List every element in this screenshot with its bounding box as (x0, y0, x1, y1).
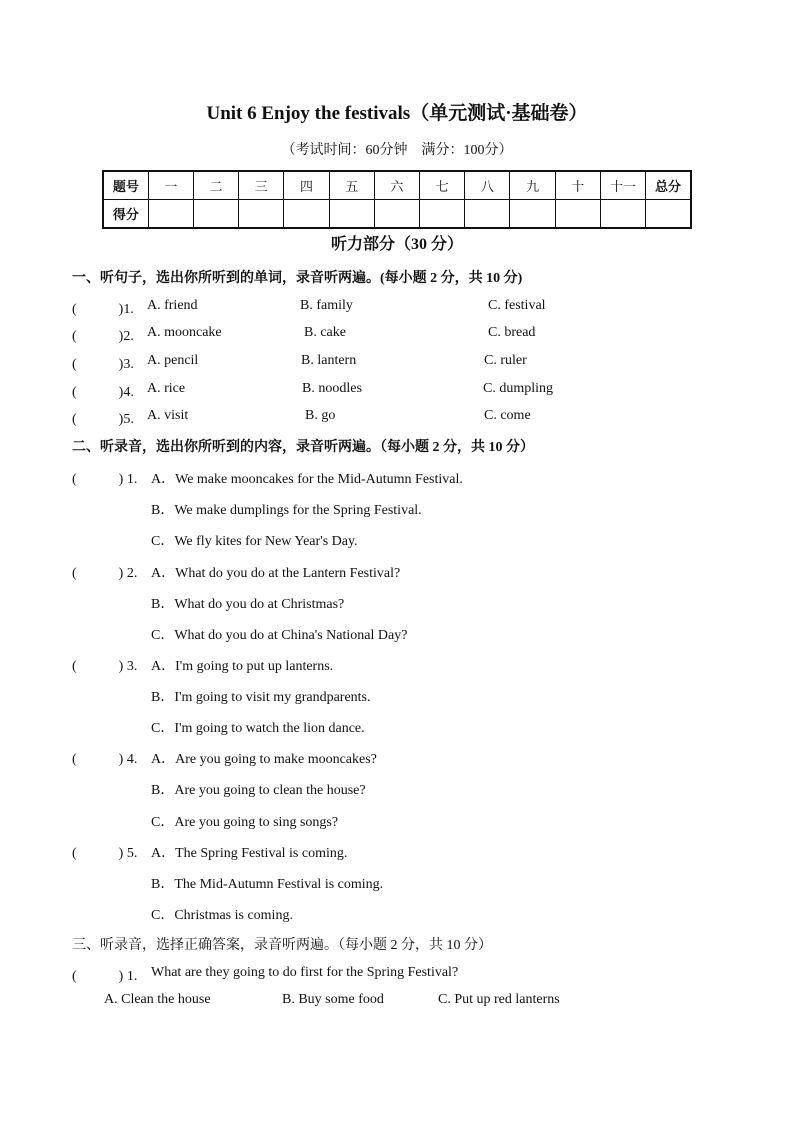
score-cell: 七 (420, 171, 465, 200)
option-c: C．I'm going to watch the lion dance. (151, 721, 365, 736)
option-b: B. noodles (302, 381, 362, 396)
score-cell: 八 (465, 171, 510, 200)
option-c: C. Put up red lanterns (438, 992, 560, 1007)
answer-blank[interactable]: ( )5. (72, 412, 134, 427)
score-cell: 六 (374, 171, 419, 200)
option-c: C. dumpling (483, 381, 554, 396)
option-c: C. bread (488, 325, 536, 340)
answer-blank[interactable]: ( )3. (72, 357, 134, 372)
score-blank-cell[interactable] (510, 200, 555, 229)
answer-blank[interactable]: ( ) 1. (72, 969, 138, 984)
option-a: A．We make mooncakes for the Mid-Autumn Festival. (151, 472, 463, 487)
option-a: A. Clean the house (104, 992, 211, 1007)
score-blank-cell[interactable] (284, 200, 329, 229)
answer-blank[interactable]: ( ) 1. (72, 472, 138, 487)
option-c: C．What do you do at China's National Day? (151, 628, 408, 643)
exam-info: （考试时间：60分钟 满分：100分） (281, 143, 513, 158)
option-a: A．The Spring Festival is coming. (151, 846, 348, 861)
part2-heading: 二、听录音，选出你所听到的内容，录音听两遍。（每小题 2 分，共 10 分） (72, 440, 534, 455)
option-a: A．I'm going to put up lanterns. (151, 659, 334, 674)
option-b: B. family (300, 298, 353, 313)
answer-blank[interactable]: ( )1. (72, 302, 134, 317)
option-b: B．Are you going to clean the house? (151, 783, 366, 798)
option-b: B. Buy some food (282, 992, 384, 1007)
score-cell: 四 (284, 171, 329, 200)
option-a: A. friend (147, 298, 198, 313)
option-b: B．We make dumplings for the Spring Festival. (151, 503, 422, 518)
part1-heading: 一、听句子，选出你所听到的单词，录音听两遍。(每小题 2 分，共 10 分) (72, 271, 523, 286)
option-b: B. go (305, 408, 336, 423)
option-a: A. visit (147, 408, 189, 423)
option-c: C．Are you going to sing songs? (151, 815, 339, 830)
option-b: B. cake (304, 325, 346, 340)
score-blank-cell[interactable] (329, 200, 374, 229)
score-table (102, 170, 692, 229)
page-title: Unit 6 Enjoy the festivals（单元测试·基础卷） (206, 103, 588, 124)
question-text: What are they going to do first for the Spring Festival? (151, 965, 459, 980)
score-cell: 五 (329, 171, 374, 200)
option-b: B．The Mid-Autumn Festival is coming. (151, 877, 384, 892)
answer-blank[interactable]: ( )2. (72, 329, 134, 344)
score-table-header-row (103, 171, 691, 200)
option-c: C. festival (488, 298, 546, 313)
listening-section-title: 听力部分（30 分） (330, 236, 463, 253)
score-cell: 二 (193, 171, 238, 200)
score-blank-cell[interactable] (420, 200, 465, 229)
score-blank-cell[interactable] (148, 200, 193, 229)
score-cell: 十一 (600, 171, 645, 200)
score-blank-cell[interactable] (193, 200, 238, 229)
option-a: A．Are you going to make mooncakes? (151, 752, 377, 767)
option-a: A．What do you do at the Lantern Festival? (151, 566, 401, 581)
score-blank-cell[interactable] (600, 200, 645, 229)
score-cell: 一 (148, 171, 193, 200)
answer-blank[interactable]: ( ) 3. (72, 659, 138, 674)
score-cell: 总分 (646, 171, 691, 200)
score-blank-cell[interactable] (374, 200, 419, 229)
option-b: B．What do you do at Christmas? (151, 597, 345, 612)
option-a: A. mooncake (147, 325, 222, 340)
answer-blank[interactable]: ( )4. (72, 385, 134, 400)
option-b: B．I'm going to visit my grandparents. (151, 690, 371, 705)
score-table-score-row (103, 200, 691, 229)
score-blank-cell[interactable] (239, 200, 284, 229)
answer-blank[interactable]: ( ) 2. (72, 566, 138, 581)
option-c: C．Christmas is coming. (151, 908, 293, 923)
score-blank-cell[interactable] (555, 200, 600, 229)
option-a: A. pencil (147, 353, 199, 368)
option-b: B. lantern (301, 353, 357, 368)
option-a: A. rice (147, 381, 186, 396)
score-row-label: 得分 (103, 200, 148, 229)
score-cell: 十 (555, 171, 600, 200)
score-cell: 题号 (103, 171, 148, 200)
answer-blank[interactable]: ( ) 5. (72, 846, 138, 861)
score-cell: 三 (239, 171, 284, 200)
score-blank-cell[interactable] (465, 200, 510, 229)
answer-blank[interactable]: ( ) 4. (72, 752, 138, 767)
part3-heading: 三、听录音，选择正确答案，录音听两遍。（每小题 2 分，共 10 分） (72, 938, 492, 953)
score-blank-cell[interactable] (646, 200, 691, 229)
option-c: C．We fly kites for New Year's Day. (151, 534, 358, 549)
score-cell: 九 (510, 171, 555, 200)
option-c: C. ruler (484, 353, 527, 368)
option-c: C. come (484, 408, 531, 423)
